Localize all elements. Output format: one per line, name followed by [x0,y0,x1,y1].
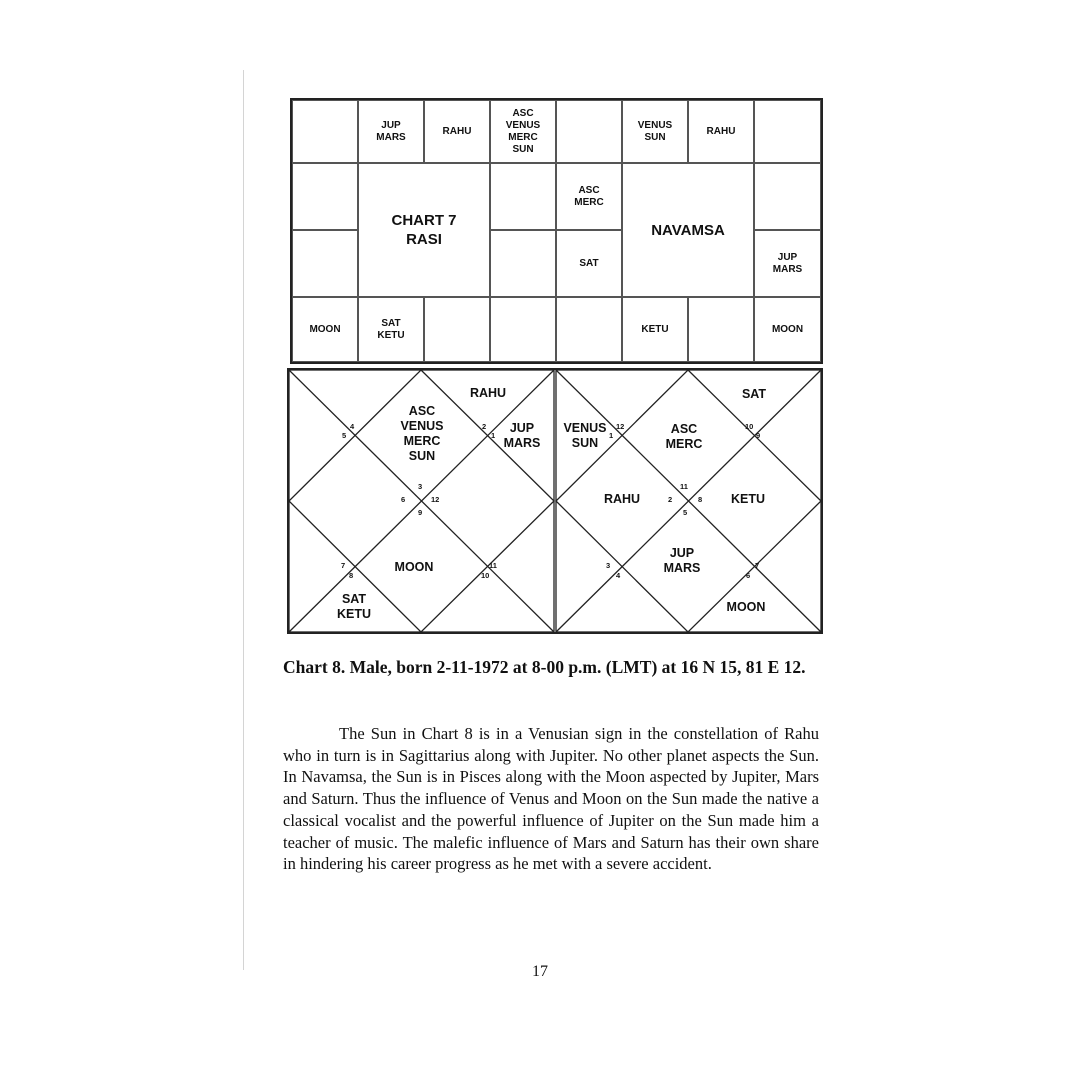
navamsa-sign-number: 9 [756,431,761,440]
rasi-sign-number: 9 [418,508,423,517]
rasi-house-8: SAT KETU [336,592,372,621]
rasi-cell-10: SAT KETU [358,297,424,362]
rasi-cell-3: RAHU [424,100,490,163]
navamsa-sign-number: 6 [746,571,751,580]
navamsa-sign-number: 7 [755,561,760,570]
rasi-sign-number: 11 [489,561,497,570]
body-paragraph: The Sun in Chart 8 is in a Venusian sign in the constellation of Rahu who in turn is in Sagittarius along with Jupiter. No other planet aspects the Sun. In Navamsa, the Sun is in Pisces along with the Moon aspected by Jupiter, Mars and Saturn. Thus the influence of Venus and Moon on the Sun made the native a classical vocalist and the powerful influence of Jupiter on the Sun made him a teacher of music. The malefic influence of Mars and Saturn has their own share in hindering his career progress as he met with a severe accident. [283,724,819,874]
navamsa-cell-10: KETU [622,297,688,362]
rasi-cell-9: MOON [292,297,358,362]
navamsa-sign-number: 4 [616,571,621,580]
rasi-cell-2: JUP MARS [358,100,424,163]
navamsa-house-8: MOON [726,600,766,614]
navamsa-house-10: KETU [730,492,766,506]
rasi-sign-number: 8 [349,571,354,580]
navamsa-cell-5: ASC MERC [556,163,622,230]
rasi-sign-number: 2 [482,422,487,431]
rasi-subtitle: RASI [406,231,442,248]
rasi-house-7: MOON [394,560,434,574]
chart-caption: Chart 8. Male, born 2-11-1972 at 8-00 p.m. (LMT) at 16 N 15, 81 E 12. [283,657,806,677]
navamsa-house-11: SAT [741,387,767,401]
navamsa-house-1: ASC MERC [665,422,703,451]
navamsa-sign-number: 3 [606,561,611,570]
navamsa-sign-number: 10 [745,422,754,431]
navamsa-sign-number: 5 [683,508,688,517]
navamsa-cell-12: MOON [754,297,821,362]
rasi-sign-number: 12 [431,495,440,504]
rasi-sign-number: 1 [491,431,496,440]
navamsa-sign-number: 12 [616,422,625,431]
navamsa-house-4: RAHU [603,492,641,506]
rasi-sign-number: 4 [350,422,355,431]
navamsa-cell-2: VENUS SUN [622,100,688,163]
page-number: 17 [532,963,548,980]
rasi-house-3: JUP MARS [503,421,541,450]
navamsa-house-12: VENUS SUN [563,421,607,450]
rasi-sign-number: 10 [481,571,490,580]
navamsa-cell-7: SAT [556,230,622,297]
navamsa-sign-number: 11 [680,482,688,491]
rasi-sign-number: 5 [342,431,347,440]
rasi-sign-number: 3 [418,482,423,491]
rasi-title: CHART 7 [391,212,457,229]
rasi-cell-4: ASC VENUS MERC SUN [490,100,556,163]
navamsa-house-7: JUP MARS [663,546,701,575]
navamsa-sign-number: 1 [609,431,614,440]
navamsa-sign-number: 2 [668,495,673,504]
rasi-sign-number: 7 [341,561,346,570]
navamsa-cell-3: RAHU [688,100,754,163]
rasi-house-1: ASC VENUS MERC SUN [400,404,444,463]
rasi-sign-number: 6 [401,495,406,504]
navamsa-sign-number: 8 [698,495,703,504]
rasi-house-2: RAHU [469,386,507,400]
navamsa-cell-8: JUP MARS [754,230,821,297]
navamsa-title: NAVAMSA [651,221,725,239]
